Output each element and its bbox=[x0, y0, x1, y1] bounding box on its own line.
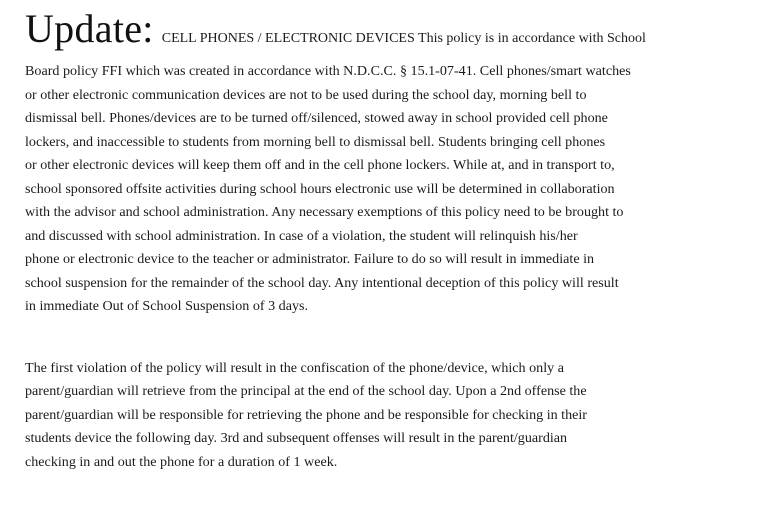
paragraph-1-line: Board policy FFI which was created in accordance with N.D.C.C. § 15.1-07-41. Cell phones/smart watches bbox=[25, 63, 631, 79]
paragraph-1-line: or other electronic devices will keep them off and in the cell phone lockers. While at, and in transport to, bbox=[25, 157, 615, 173]
paragraph-1-line: in immediate Out of School Suspension of 3 days. bbox=[25, 298, 309, 314]
paragraph-1-line: dismissal bell. Phones/devices are to be turned off/silenced, stowed away in school provided cell phone bbox=[25, 110, 608, 126]
paragraph-2-line: parent/guardian will be responsible for retrieving the phone and be responsible for checking in their bbox=[25, 406, 588, 423]
paragraph-1-line: school suspension for the remainder of the school day. Any intentional deception of this policy will result bbox=[25, 274, 619, 291]
policy-lead-text: CELL PHONES / ELECTRONIC DEVICES This policy is in accordance with School bbox=[161, 31, 646, 46]
paragraph-1-line: or other electronic communication devices are not to be used during the school day, morning bell to bbox=[25, 86, 587, 103]
paragraph-1-line: school sponsored offsite activities during school hours electronic use will be determined in collaboration bbox=[25, 180, 615, 197]
heading-line bbox=[25, 6, 750, 52]
policy-paragraph-1 bbox=[25, 60, 750, 319]
update-heading: Update: bbox=[25, 6, 154, 51]
paragraph-2-line: checking in and out the phone for a duration of 1 week. bbox=[25, 453, 338, 470]
policy-document bbox=[25, 6, 750, 474]
paragraph-1-line: and discussed with school administration. In case of a violation, the student will relinquish his/her bbox=[25, 227, 578, 244]
paragraph-2-line: students device the following day. 3rd and subsequent offenses will result in the parent/guardian bbox=[25, 430, 568, 446]
paragraph-2-line: parent/guardian will retrieve from the principal at the end of the school day. Upon a 2nd offense the bbox=[25, 383, 587, 399]
policy-paragraph-2 bbox=[25, 357, 750, 475]
paragraph-2-line: The first violation of the policy will result in the confiscation of the phone/device, which only a bbox=[25, 359, 564, 376]
paragraph-1-line: lockers, and inaccessible to students from morning bell to dismissal bell. Students bringing cell phones bbox=[25, 133, 606, 150]
paragraph-1-line: phone or electronic device to the teacher or administrator. Failure to do so will result in immediate in bbox=[25, 251, 595, 267]
paragraph-1-line: with the advisor and school administration. Any necessary exemptions of this policy need to be brought to bbox=[25, 204, 624, 220]
